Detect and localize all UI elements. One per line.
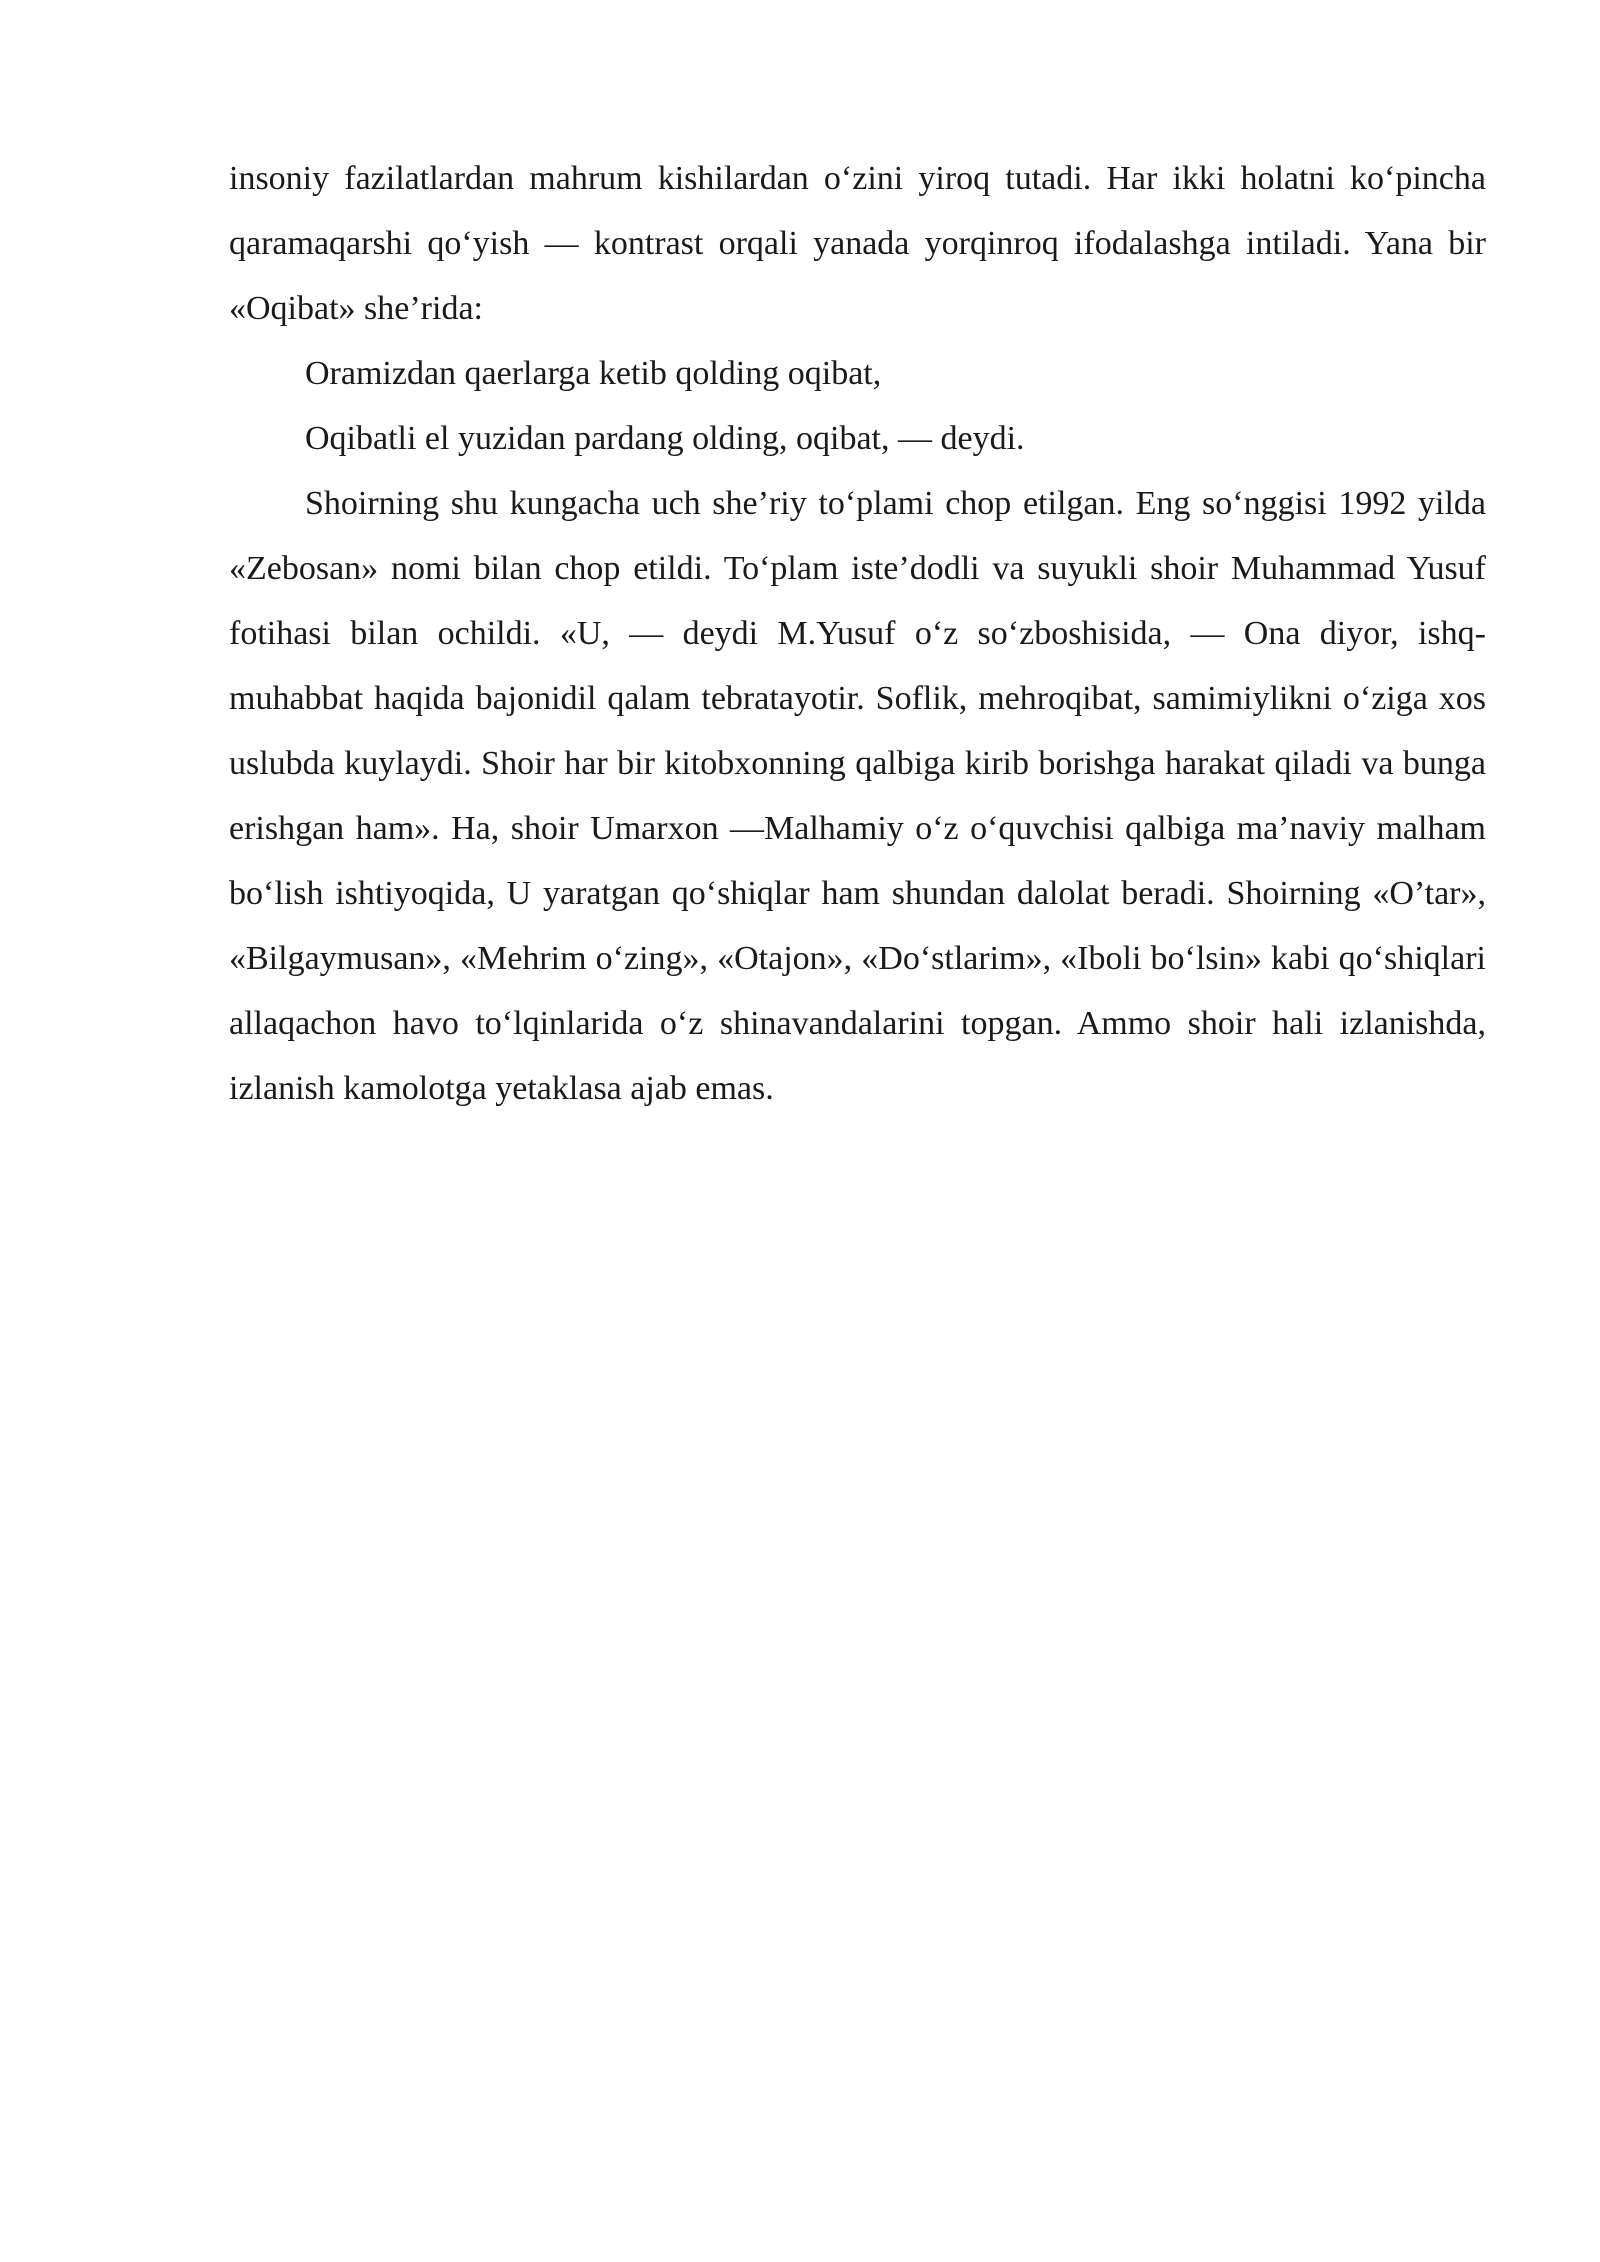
verse-line-2: Oqibatli el yuzidan pardang olding, oqibat, — deydi. — [305, 420, 1025, 457]
document-body — [229, 146, 1486, 1121]
verse-line-1: Oramizdan qaerlarga ketib qolding oqibat, — [305, 355, 882, 392]
paragraph-continuation: insoniy fazilatlardan mahrum kishilardan o‘zini yiroq tutadi. Har ikki holatni ko‘pincha qaramaqarshi qo‘yish — kontrast orqali yanada yorqinroq ifodalashga intiladi. Yana bir «Oqibat» she’rida: — [229, 160, 1486, 327]
paragraph-main: Shoirning shu kungacha uch she’riy to‘plami chop etilgan. Eng so‘nggisi 1992 yilda «Zebosan» nomi bilan chop etildi. To‘plam iste’dodli va suyukli shoir Muhammad Yusuf fotihasi bilan ochildi. «U, — deydi M.Yusuf o‘z so‘zboshisida, — Ona diyor, ishq-muhabbat haqida bajonidil qalam tebratayotir. Soflik, mehroqibat, samimiylikni o‘ziga xos uslubda kuylaydi. Shoir har bir kitobxonning qalbiga kirib borishga harakat qiladi va bunga erishgan ham». Ha, shoir Umarxon —Malhamiy o‘z o‘quvchisi qalbiga ma’naviy malham bo‘lish ishtiyoqida, U yaratgan qo‘shiqlar ham shundan dalolat beradi. Shoirning «O’tar», «Bilgaymusan», «Mehrim o‘zing», «Otajon», «Do‘stlarim», «Iboli bo‘lsin» kabi qo‘shiqlari allaqachon havo to‘lqinlarida o‘z shinavandalarini topgan. Ammo shoir hali izlanishda, izlanish kamolotga yetaklasa ajab emas. — [229, 485, 1486, 1107]
